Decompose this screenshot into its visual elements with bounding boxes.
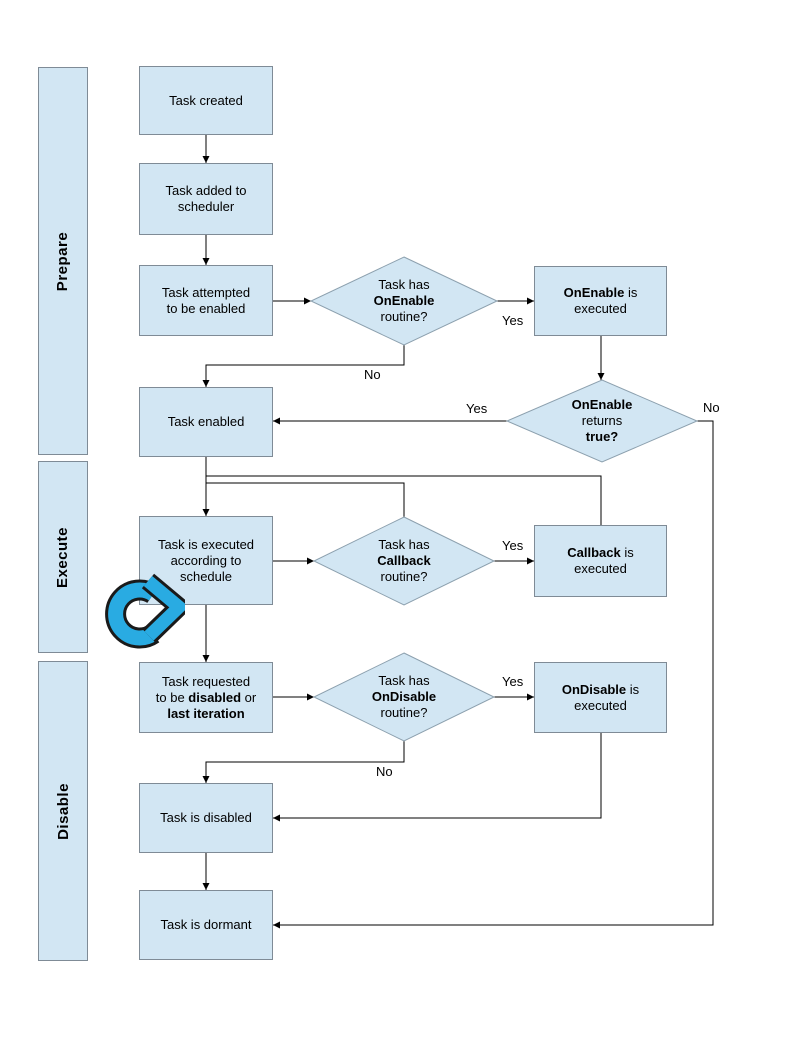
node-task-created <box>139 66 273 135</box>
node-task-requested: Task requested to be disabled or last iteration <box>139 662 273 733</box>
edge-ondisable-executed-to-disabled <box>273 733 601 818</box>
lane-execute-label: Execute <box>54 526 72 588</box>
node-task-dormant: Task is dormant <box>139 890 273 960</box>
lane-disable <box>38 661 88 961</box>
edge-label-yes-callback: Yes <box>502 538 524 553</box>
node-ondisable-executed: OnDisable is executed <box>534 662 667 733</box>
edge-label-no-returns-true: No <box>703 400 720 415</box>
edge-label-no-onenable: No <box>364 367 381 382</box>
diamond-has-ondisable-label: Task has OnDisable routine? <box>371 673 437 720</box>
loop-repeat-icon <box>101 570 185 650</box>
node-onenable-executed: OnEnable is executed <box>534 266 667 336</box>
diamond-has-callback <box>314 517 494 605</box>
edge-ondisable-no <box>206 741 404 783</box>
edge-label-no-ondisable: No <box>376 764 393 779</box>
node-task-attempted: Task attempted to be enabled <box>139 265 273 336</box>
lane-execute <box>38 461 88 653</box>
node-task-executed: Task is executed according to schedule <box>139 516 273 605</box>
diamond-has-callback-label: Task has Callback routine? <box>377 537 431 584</box>
edge-label-yes-ondisable: Yes <box>502 674 524 689</box>
lane-disable-label: Disable <box>54 782 72 840</box>
node-task-enabled: Task enabled <box>139 387 273 457</box>
node-task-disabled: Task is disabled <box>139 783 273 853</box>
diamond-onenable-returns-true-label: OnEnable returns true? <box>571 397 633 444</box>
diamond-onenable-returns-true <box>507 380 697 462</box>
diamond-has-onenable-label: Task has OnEnable routine? <box>373 277 435 324</box>
edge-label-yes-onenable: Yes <box>502 313 524 328</box>
edge-label-yes-returns-true: Yes <box>466 401 488 416</box>
node-task-created-label: Task created <box>169 92 243 108</box>
edge-callback-diamond-loop <box>206 483 404 517</box>
diamond-has-onenable <box>311 257 497 345</box>
node-task-added: Task added to scheduler <box>139 163 273 235</box>
lane-prepare <box>38 67 88 455</box>
diamond-has-ondisable <box>314 653 494 741</box>
lane-prepare-label: Prepare <box>54 231 72 291</box>
node-callback-executed: Callback is executed <box>534 525 667 597</box>
